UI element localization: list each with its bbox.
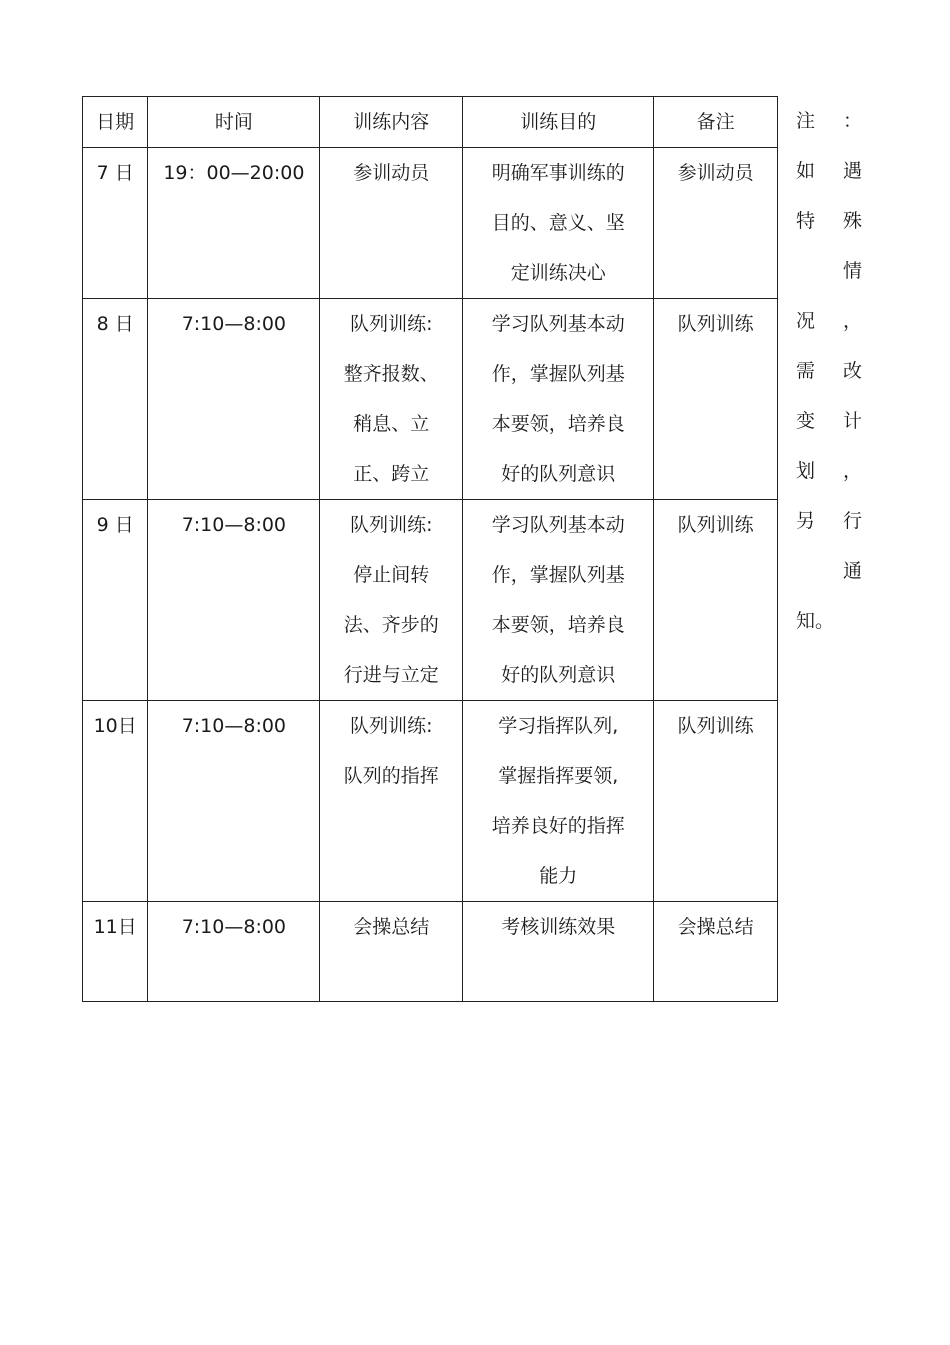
note-char: 通 (842, 560, 862, 582)
cell-date (83, 701, 148, 902)
note-char: 况 (796, 310, 816, 332)
note-line (790, 596, 870, 646)
note-char: 注 (796, 110, 816, 132)
cell-line: 日 (117, 916, 137, 938)
note-char: 情 (842, 260, 862, 282)
note-line (790, 396, 870, 446)
cell-line: 作，掌握队列基 (491, 363, 625, 385)
cell-line: 会操总结 (677, 916, 754, 938)
cell-line: 19：00—20:00 (163, 162, 305, 184)
note-char: ： (842, 110, 862, 132)
cell-content (320, 500, 463, 701)
note-line (790, 496, 870, 546)
table-row (83, 902, 778, 1002)
cell-line: 10 (93, 715, 118, 737)
cell-line: 队列训练 (677, 514, 754, 536)
cell-line: 队列训练: (350, 313, 433, 335)
cell-line: 参训动员 (353, 162, 430, 184)
cell-line: 队列训练: (350, 715, 433, 737)
cell-purpose (463, 500, 654, 701)
cell-line: 掌握指挥要领, (498, 765, 619, 787)
cell-line: 定训练决心 (510, 262, 606, 284)
cell-line: 7:10—8:00 (181, 715, 287, 737)
note-line (790, 196, 870, 246)
cell-line: 9 日 (96, 514, 134, 536)
side-note (790, 96, 870, 646)
cell-line: 11 (93, 916, 118, 938)
note-char: 如 (796, 160, 816, 182)
cell-line: 本要领，培养良 (491, 614, 625, 636)
cell-line: 培养良好的指挥 (491, 815, 625, 837)
header-time: 时间 (148, 97, 320, 148)
cell-line: 日 (117, 715, 137, 737)
note-line (790, 346, 870, 396)
header-content: 训练内容 (320, 97, 463, 148)
cell-line: 队列训练 (677, 715, 754, 737)
table-header-row (83, 97, 778, 148)
cell-time (148, 148, 320, 299)
table-row (83, 500, 778, 701)
cell-line: 好的队列意识 (501, 664, 616, 686)
cell-line: 会操总结 (353, 916, 430, 938)
cell-line: 学习队列基本动 (491, 313, 625, 335)
cell-content (320, 701, 463, 902)
note-char: 殊 (842, 210, 862, 232)
cell-purpose (463, 902, 654, 1002)
cell-line: 7:10—8:00 (181, 916, 287, 938)
cell-time (148, 299, 320, 500)
note-char: 变 (796, 410, 816, 432)
cell-remark (654, 701, 778, 902)
note-char: 划 (796, 460, 816, 482)
cell-purpose (463, 148, 654, 299)
cell-line: 考核训练效果 (501, 916, 616, 938)
header-purpose: 训练目的 (463, 97, 654, 148)
header-remark: 备注 (654, 97, 778, 148)
cell-line: 队列训练 (677, 313, 754, 335)
training-schedule-table (82, 96, 778, 1002)
header-date: 日期 (83, 97, 148, 148)
cell-line: 7:10—8:00 (181, 313, 287, 335)
cell-remark (654, 902, 778, 1002)
cell-content (320, 902, 463, 1002)
note-line (790, 96, 870, 146)
note-char: ， (842, 460, 862, 482)
note-char: 行 (842, 510, 862, 532)
cell-remark (654, 148, 778, 299)
cell-time (148, 701, 320, 902)
cell-line: 行进与立定 (343, 664, 439, 686)
cell-content (320, 148, 463, 299)
note-char: 知。 (796, 610, 835, 632)
note-char: 计 (842, 410, 862, 432)
cell-line: 正、跨立 (353, 463, 430, 485)
note-char: 遇 (842, 160, 862, 182)
cell-line: 学习队列基本动 (491, 514, 625, 536)
note-char: 特 (796, 210, 816, 232)
note-line (790, 146, 870, 196)
cell-line: 7:10—8:00 (181, 514, 287, 536)
cell-time (148, 500, 320, 701)
cell-line: 目的、意义、坚 (491, 212, 625, 234)
note-line (790, 246, 870, 296)
cell-date (83, 299, 148, 500)
cell-line: 明确军事训练的 (491, 162, 625, 184)
note-char: 改 (842, 360, 862, 382)
note-line (790, 446, 870, 496)
cell-line: 整齐报数、 (343, 363, 439, 385)
cell-date (83, 902, 148, 1002)
note-line (790, 296, 870, 346)
cell-date (83, 148, 148, 299)
cell-line: 能力 (539, 865, 578, 887)
note-char: ， (842, 310, 862, 332)
cell-line: 8 日 (96, 313, 134, 335)
note-line (790, 546, 870, 596)
cell-line: 好的队列意识 (501, 463, 616, 485)
cell-purpose (463, 299, 654, 500)
cell-line: 队列训练: (350, 514, 433, 536)
cell-line: 参训动员 (677, 162, 754, 184)
cell-line: 队列的指挥 (343, 765, 439, 787)
cell-line: 停止间转 (353, 564, 430, 586)
cell-line: 法、齐步的 (343, 614, 439, 636)
cell-remark (654, 500, 778, 701)
table-row (83, 701, 778, 902)
cell-time (148, 902, 320, 1002)
cell-content (320, 299, 463, 500)
table-row (83, 299, 778, 500)
note-char: 另 (796, 510, 816, 532)
table-row (83, 148, 778, 299)
cell-date (83, 500, 148, 701)
cell-line: 作，掌握队列基 (491, 564, 625, 586)
cell-remark (654, 299, 778, 500)
cell-line: 学习指挥队列, (498, 715, 619, 737)
cell-line: 7 日 (96, 162, 134, 184)
cell-line: 本要领，培养良 (491, 413, 625, 435)
note-char: 需 (796, 360, 816, 382)
cell-line: 稍息、立 (353, 413, 430, 435)
cell-purpose (463, 701, 654, 902)
